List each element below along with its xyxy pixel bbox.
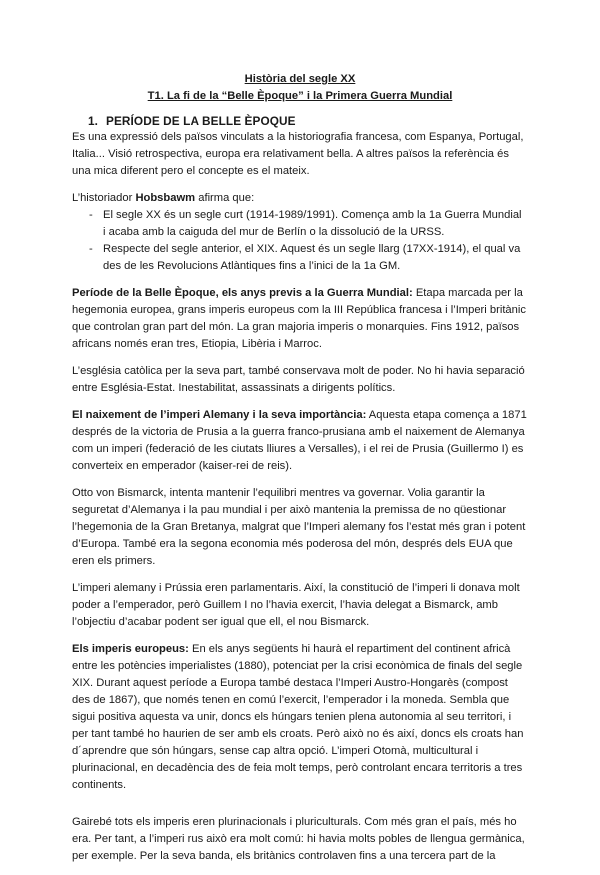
paragraph-hobsbawm xyxy=(72,190,527,207)
paragraph-imperis xyxy=(72,641,527,794)
section-heading xyxy=(88,113,296,130)
document-subtitle: T1. La fi de la “Belle Èpoque” i la Primera Guerra Mundial xyxy=(147,90,453,102)
hobsbawm-post: afirma que: xyxy=(195,192,255,204)
paragraph-bismarck: Otto von Bismarck, intenta mantenir l’equilibri mentres va governar. Volia garantir la seguretat d’Alemanya i la pau mundial i per això mantenia la premissa de no qüestionar l’hegemonia de la Gran Bretanya, malgrat que l’Imperi alemany fos l’estat més gran i potent d’Europa. També era la segona economia més poderosa del món, després dels EUA que eren els primers. xyxy=(72,487,526,567)
periode-text: Etapa marcada per la hegemonia europea, grans imperis europeus com la III República francesa i l’Imperi britànic que controlan gran part del món. La gran majoria imperis o monarquies. Fins 1912, països africans només eran tres, Etiopia, Libèria i Marroc. xyxy=(72,287,526,350)
list-item xyxy=(72,241,527,275)
imperis-bold: Els imperis europeus: xyxy=(72,643,189,655)
paragraph-esglesia: L’església catòlica per la seva part, també conservava molt de poder. No hi havia separació entre Església-Estat. Inestabilitat, assassinats a dirigents polítics. xyxy=(72,365,525,394)
paragraph-intro: Es una expressió dels països vinculats a la historiografia francesa, com Espanya, Portugal, Italia... Visió retrospectiva, europa era relativament bella. A altres països la referència és una mica diferent pero el concepte es el mateix. xyxy=(72,131,524,177)
alemany-text: Aquesta etapa comença a 1871 després de la victoria de Prusia a la guerra franco-prusiana amb el naixement de Alemanya com un imperi (federació de les ciutats lliures a Versalles), i el rei de Prusia (Guillermo I) es converteix en emperador (kaiser-rei de reis). xyxy=(72,409,527,472)
paragraph-alemany xyxy=(72,407,527,475)
paragraph-gap xyxy=(72,804,527,814)
imperis-text: En els anys següents hi haurà el repartiment del continent africà entre les potències imperialistes (1880), potenciat per la crisi econòmica de finals del segle XIX. Durant aquest període a Europa també destaca l’Imperi Austro-Hongarès (compost des de 1867), que només tenen en comú l’exercit, l’emperador i la moneda. Sembla que sigui positiva aquesta va unir, doncs els húngars tenien plena autonomia al seu territori, i per tant també ho haurien de ser amb els croats. Però això no és així, doncs els croats han d´aprendre que són húngars, sense cap altra opció. L’imperi Otomà, multicultural i plurinacional, en decadència des de feia molt temps, però controlant encara territoris a tres continents. xyxy=(72,643,524,791)
alemany-bold: El naixement de l’imperi Alemany i la seva importància: xyxy=(72,409,367,421)
section-number: 1. xyxy=(88,114,99,128)
list-item-text: El segle XX és un segle curt (1914-1989/1991). Comença amb la 1a Guerra Mundial i acaba amb la caiguda del mur de Berlín o la dissolució de la URSS. xyxy=(103,209,522,238)
dash-bullet: - xyxy=(89,243,93,255)
paragraph-plurinacionals: Gairebé tots els imperis eren plurinacionals i pluriculturals. Com més gran el país, més ho era. Per tant, a l’imperi rus això era molt comú: hi havia molts pobles de llengua germànica, per exemple. Per la seva banda, els britànics controlaven fins a una tercera part de la xyxy=(72,816,525,862)
hobsbawm-name: Hobsbawm xyxy=(135,192,196,204)
list-item xyxy=(72,207,527,241)
paragraph-periode xyxy=(72,285,527,353)
paragraph-prussia: L’imperi alemany i Prússia eren parlamentaris. Així, la constitució de l’imperi li donava molt poder a l’emperador, però Guillem I no l’havia exercit, l’havia delegat a Bismarck, amb l’objectiu d’acabar podent ser igual que ell, el nou Bismarck. xyxy=(72,582,520,628)
document-body xyxy=(72,129,527,875)
dash-bullet: - xyxy=(89,209,93,221)
title-block xyxy=(0,71,600,105)
periode-bold: Període de la Belle Èpoque, els anys previs a la Guerra Mundial: xyxy=(72,287,413,299)
section-heading-text: PERÍODE DE LA BELLE ÈPOQUE xyxy=(106,114,296,128)
document-title: Història del segle XX xyxy=(244,73,356,85)
list-item-text: Respecte del segle anterior, el XIX. Aquest és un segle llarg (17XX-1914), el qual va des de les Revolucions Atlàntiques fins a l’inici de la 1a GM. xyxy=(103,243,521,272)
hobsbawm-pre: L’historiador xyxy=(72,192,136,204)
hobsbawm-list xyxy=(72,207,527,275)
